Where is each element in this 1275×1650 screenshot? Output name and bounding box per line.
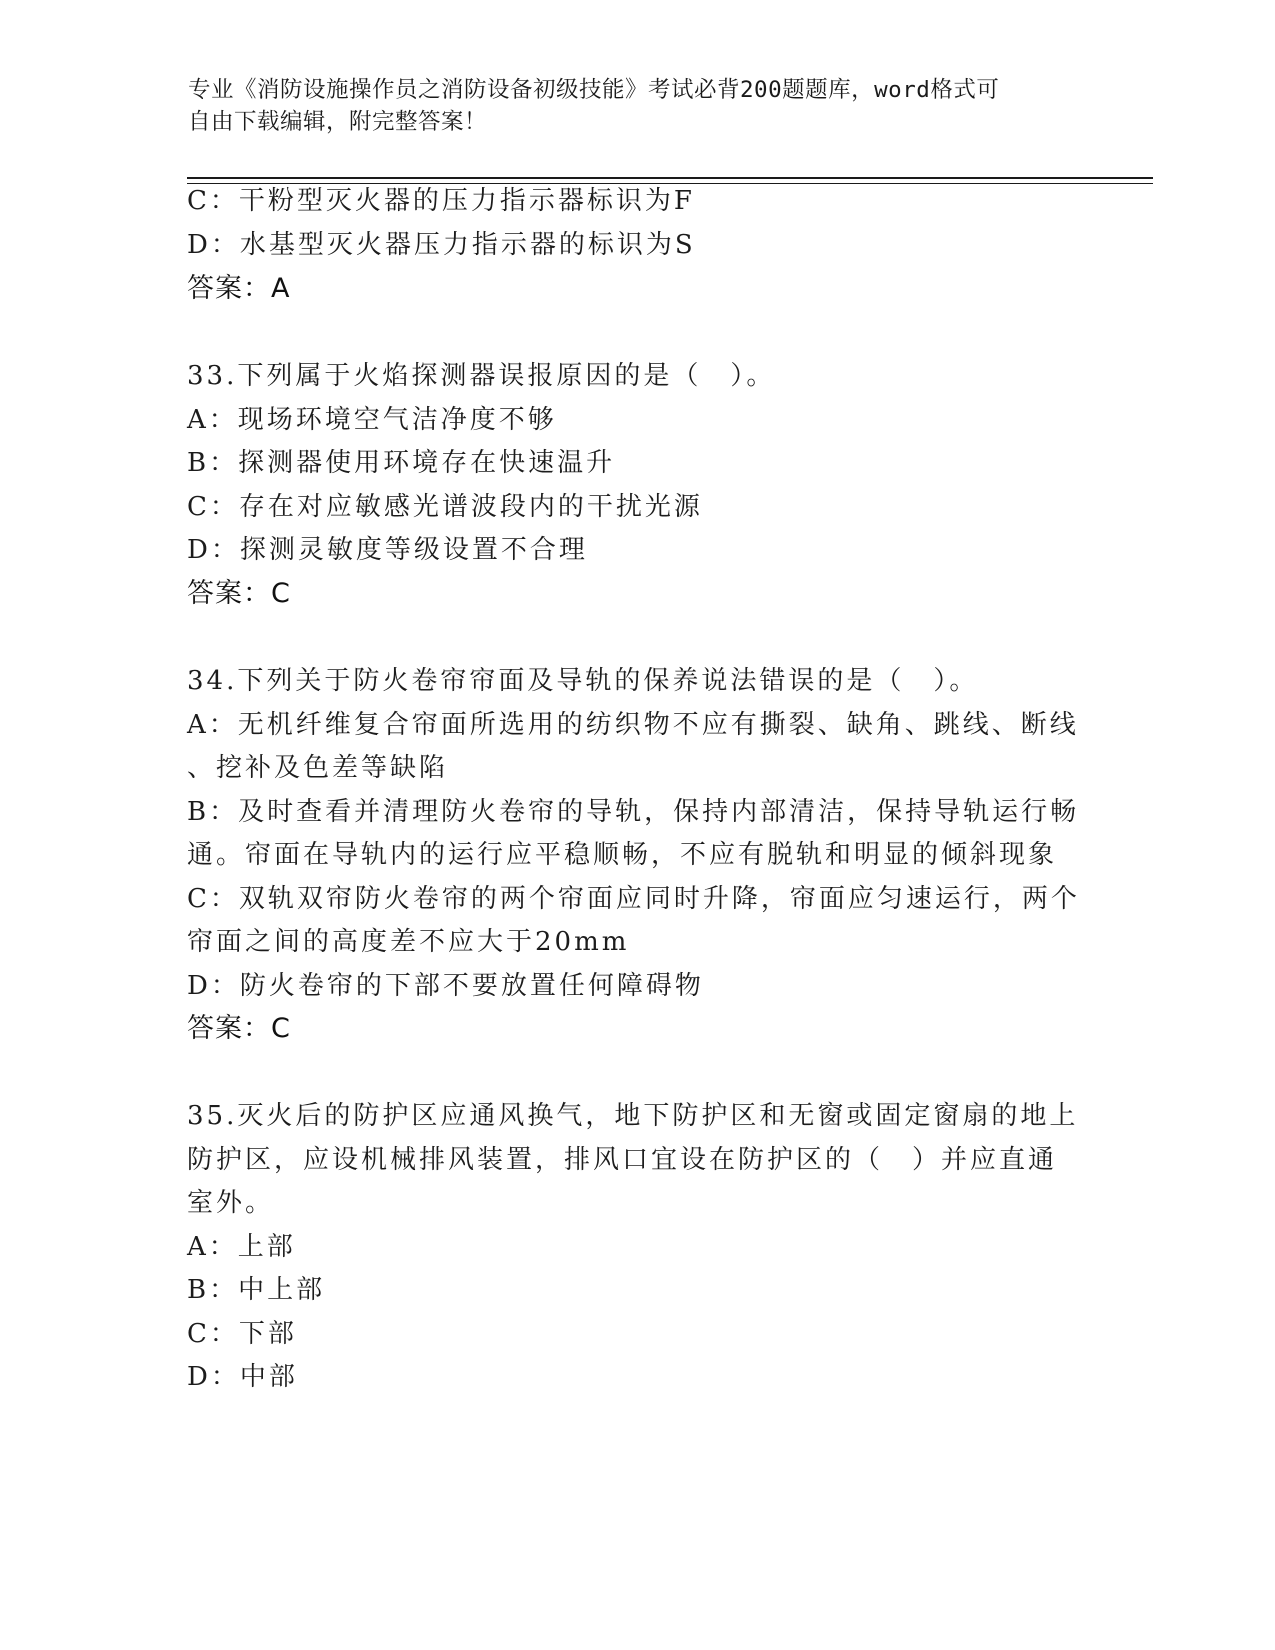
q34-option-a-line-2: 、挖补及色差等缺陷 <box>187 753 449 783</box>
q34-option-c-line-2: 帘面之间的高度差不应大于20mm <box>187 927 630 957</box>
header-title-line-1: 专业《消防设施操作员之消防设备初级技能》考试必背200题题库，word格式可 <box>188 77 1000 103</box>
q35-option-b: B：中上部 <box>187 1275 326 1305</box>
q35-option-a: A：上部 <box>187 1232 296 1262</box>
q35-option-c: C：下部 <box>187 1319 297 1349</box>
prev-answer: 答案：A <box>187 273 291 304</box>
document-header <box>188 74 1068 138</box>
q35-option-d: D：中部 <box>187 1362 298 1392</box>
q35-question-line-3: 室外。 <box>187 1188 275 1218</box>
prev-option-c: C：干粉型灭火器的压力指示器标识为F <box>187 186 695 216</box>
q34-option-b-line-2: 通。帘面在导轨内的运行应平稳顺畅，不应有脱轨和明显的倾斜现象 <box>187 840 1058 870</box>
q34-option-d: D：防火卷帘的下部不要放置任何障碍物 <box>187 971 704 1001</box>
q35-question-line-1: 35.灭火后的防护区应通风换气，地下防护区和无窗或固定窗扇的地上 <box>187 1101 1079 1131</box>
header-divider-thick <box>187 177 1153 179</box>
q33-option-b: B：探测器使用环境存在快速温升 <box>187 448 616 478</box>
q34-option-a-line-1: A：无机纤维复合帘面所选用的纺织物不应有撕裂、缺角、跳线、断线 <box>187 710 1079 740</box>
q35-question-line-2: 防护区，应设机械排风装置，排风口宜设在防护区的（ ）并应直通 <box>187 1145 1058 1175</box>
q34-option-b-line-1: B：及时查看并清理防火卷帘的导轨，保持内部清洁，保持导轨运行畅 <box>187 797 1080 827</box>
q33-option-d: D：探测灵敏度等级设置不合理 <box>187 535 588 565</box>
q33-option-c: C：存在对应敏感光谱波段内的干扰光源 <box>187 492 703 522</box>
q34-question: 34.下列关于防火卷帘帘面及导轨的保养说法错误的是（ ）。 <box>187 666 979 696</box>
q33-option-a: A：现场环境空气洁净度不够 <box>187 405 557 435</box>
q33-answer: 答案：C <box>187 578 291 609</box>
q34-answer: 答案：C <box>187 1013 291 1044</box>
q33-question: 33.下列属于火焰探测器误报原因的是（ ）。 <box>187 361 776 391</box>
prev-option-d: D：水基型灭火器压力指示器的标识为S <box>187 230 696 260</box>
header-title-line-2: 自由下载编辑，附完整答案！ <box>188 109 488 135</box>
q34-option-c-line-1: C：双轨双帘防火卷帘的两个帘面应同时升降，帘面应匀速运行，两个 <box>187 884 1080 914</box>
